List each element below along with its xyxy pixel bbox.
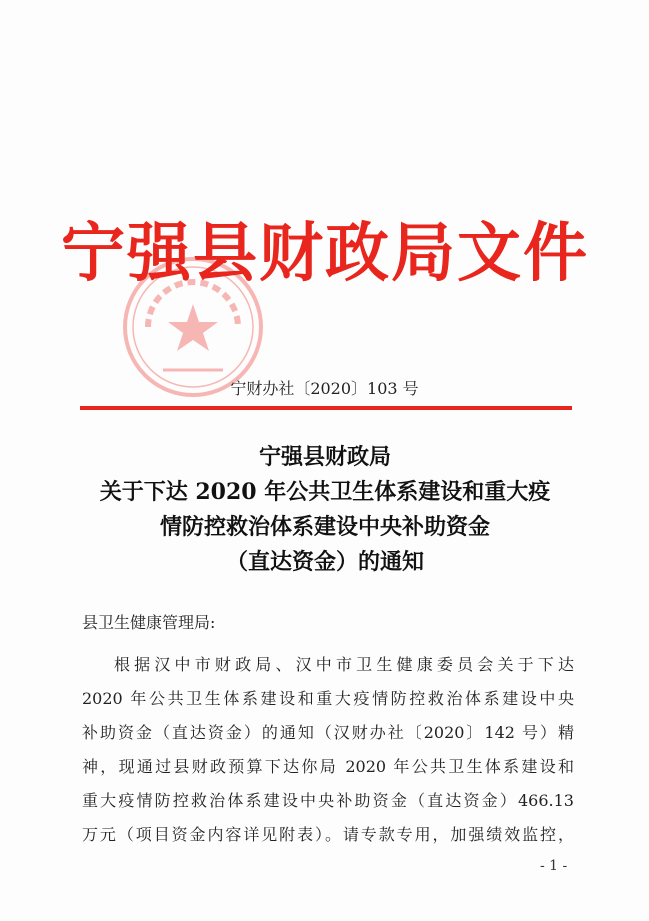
body-line: 神，现通过县财政预算下达你局 2020 年公共卫生体系建设和 [82,757,574,776]
body-line: 万元（项目资金内容详见附表）。请专款专用，加强绩效监控， [82,825,574,844]
body-paragraph [82,648,574,852]
body-line: 2020 年公共卫生体系建设和重大疫情防控救治体系建设中央 [82,689,574,708]
body-line: 补助资金（直达资金）的通知（汉财办社〔2020〕142 号）精 [82,723,574,742]
addressee: 县卫生健康管理局: [82,613,216,632]
title-line: 情防控救治体系建设中央补助资金 [159,514,490,540]
notice-title [60,440,590,580]
document-number: 宁财办社〔2020〕103 号 [230,379,419,398]
title-line: 关于下达 2020 年公共卫生体系建设和重大疫 [99,479,551,505]
body-line: 根据汉中市财政局、汉中市卫生健康委员会关于下达 [114,655,574,674]
title-line: （直达资金）的通知 [225,549,424,575]
page-number: - 1 - [540,858,568,874]
body-line: 重大疫情防控救治体系建设中央补助资金（直达资金）466.13 [82,791,574,810]
title-line: 宁强县财政局 [258,444,391,470]
agency-document-header: 宁强县财政局文件 [61,216,589,291]
red-divider-line [80,406,572,410]
